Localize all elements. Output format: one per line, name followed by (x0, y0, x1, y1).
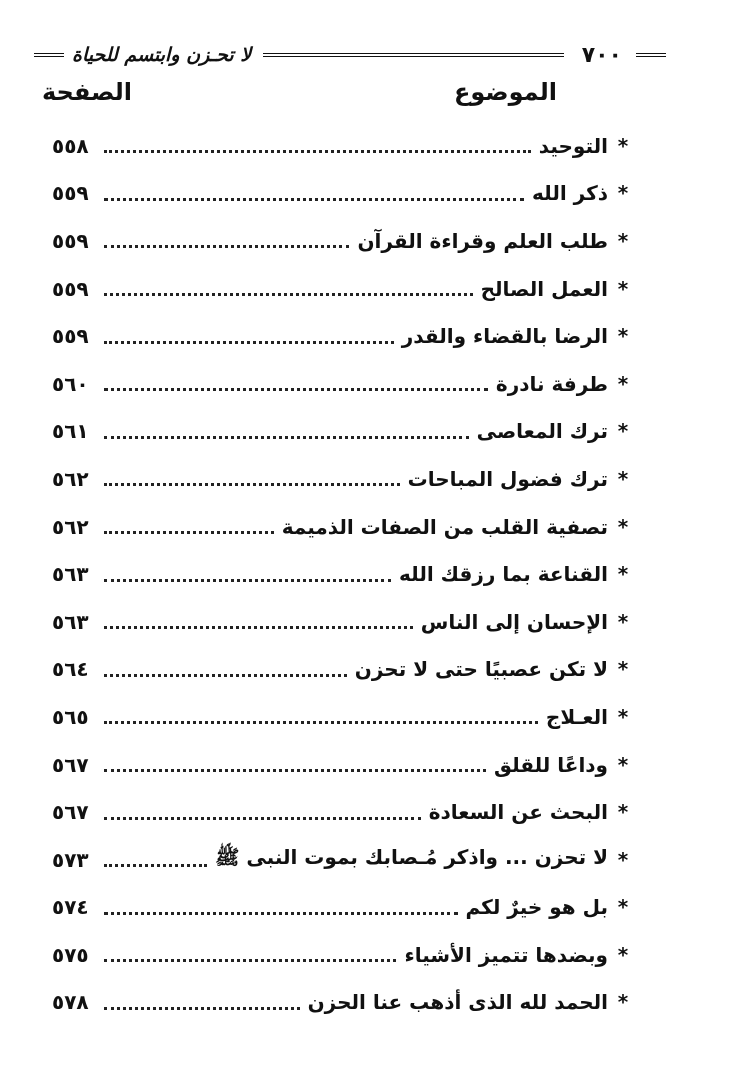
toc-entry-page: ٥٥٩ (52, 276, 89, 301)
column-heading-topic: الموضوع (453, 78, 557, 106)
asterisk-bullet-icon: * (617, 371, 629, 396)
toc-entry-page: ٥٦٧ (52, 800, 89, 825)
toc-entry-page: ٥٦٣ (52, 609, 89, 634)
dot-leader (104, 380, 488, 391)
toc-entry (52, 788, 632, 836)
asterisk-bullet-icon: * (617, 276, 629, 301)
toc-entry-page: ٥٦٣ (52, 562, 89, 587)
dot-leader (104, 285, 473, 296)
toc-entry (52, 693, 632, 741)
column-heading-page: الصفحة (42, 78, 133, 106)
asterisk-bullet-icon: * (617, 990, 629, 1015)
dot-leader (104, 809, 421, 820)
toc-entry (52, 312, 632, 360)
toc-entry-topic: تصفية القلب من الصفات الذميمة (281, 514, 608, 539)
dot-leader (104, 523, 274, 534)
header-rule-middle (263, 53, 564, 57)
dot-leader (104, 571, 391, 582)
asterisk-bullet-icon: * (617, 466, 629, 491)
toc-entry (52, 408, 632, 456)
asterisk-bullet-icon: * (617, 704, 629, 729)
toc-entry-topic: ترك المعاصى (476, 419, 608, 444)
toc-entry-page: ٥٧٣ (52, 847, 89, 872)
toc-entry (52, 503, 632, 551)
asterisk-bullet-icon: * (617, 514, 629, 539)
toc-entry-topic: لا تكن عصبيًا حتى لا تحزن (354, 657, 608, 682)
toc-entry-page: ٥٦٥ (52, 704, 89, 729)
asterisk-bullet-icon: * (617, 181, 629, 206)
toc-entry-page: ٥٥٩ (52, 181, 89, 206)
dot-leader (104, 333, 394, 344)
asterisk-bullet-icon: * (617, 324, 629, 349)
dot-leader (104, 999, 300, 1010)
toc-entry-page: ٥٦٧ (52, 752, 89, 777)
toc-entry (52, 646, 632, 694)
toc-entry (52, 170, 632, 218)
toc-entry-page: ٥٥٨ (52, 133, 89, 158)
toc-entry-page: ٥٦٠ (52, 371, 89, 396)
asterisk-bullet-icon: * (617, 752, 629, 777)
toc-entry-topic: وداعًا للقلق (494, 752, 608, 777)
toc-entry (52, 550, 632, 598)
toc-entry (52, 598, 632, 646)
toc-entry-topic: التوحيد (538, 133, 608, 158)
toc-entry-topic: العـلاج (545, 704, 608, 729)
toc-entry-topic: ترك فضول المباحات (407, 466, 608, 491)
toc-entry-topic: طلب العلم وقراءة القرآن (357, 228, 608, 253)
toc-entry (52, 122, 632, 170)
toc-entry-page: ٥٥٩ (52, 228, 89, 253)
toc-entry (52, 884, 632, 932)
toc-entry-topic: القناعة بما رزقك الله (399, 562, 608, 587)
toc-entry-page: ٥٦١ (52, 419, 89, 444)
dot-leader (104, 666, 347, 677)
asterisk-bullet-icon: * (617, 609, 629, 634)
toc-entry (52, 836, 632, 884)
running-header (30, 40, 670, 70)
toc-entry-topic: طرفة نادرة (495, 371, 608, 396)
toc-entry-topic: العمل الصالح (480, 276, 608, 301)
asterisk-bullet-icon: * (617, 419, 629, 444)
asterisk-bullet-icon: * (617, 657, 629, 682)
asterisk-bullet-icon: * (617, 847, 629, 872)
toc-entry-page: ٥٧٤ (52, 895, 89, 920)
toc-entry-page: ٥٦٢ (52, 466, 89, 491)
toc-entry (52, 741, 632, 789)
header-rule-left (34, 53, 64, 57)
dot-leader (104, 475, 400, 486)
toc-entry-page: ٥٥٩ (52, 324, 89, 349)
asterisk-bullet-icon: * (617, 133, 629, 158)
dot-leader (104, 190, 524, 201)
dot-leader (104, 237, 349, 248)
toc-entry-topic: وبضدها تتميز الأشياء (404, 942, 608, 967)
toc-entry (52, 217, 632, 265)
toc-entry (52, 455, 632, 503)
toc-entry-topic: بل هو خيرٌ لكم (465, 895, 608, 920)
header-page-number: ٧٠٠ (581, 42, 622, 68)
toc-entry (52, 265, 632, 313)
toc-entry-topic: الإحسان إلى الناس (420, 609, 608, 634)
toc-entry (52, 979, 632, 1027)
toc-entry (52, 360, 632, 408)
asterisk-bullet-icon: * (617, 800, 629, 825)
toc-entry-topic: ذكر الله (532, 181, 608, 206)
dot-leader (104, 904, 458, 915)
asterisk-bullet-icon: * (617, 228, 629, 253)
header-book-title: لا تحـزن وابتسم للحياة (72, 44, 252, 66)
dot-leader (104, 951, 396, 962)
toc-entry-page: ٥٧٨ (52, 990, 89, 1015)
toc-entry-topic: البحث عن السعادة (428, 800, 608, 825)
toc-entry-topic: الرضا بالقضاء والقدر (401, 324, 608, 349)
dot-leader (104, 428, 469, 439)
dot-leader (104, 142, 531, 153)
dot-leader (104, 856, 207, 867)
toc-entry-page: ٥٦٢ (52, 514, 89, 539)
toc-entry-page: ٥٧٥ (52, 942, 89, 967)
dot-leader (104, 761, 486, 772)
dot-leader (104, 713, 538, 724)
toc-entry-page: ٥٦٤ (52, 657, 89, 682)
dot-leader (104, 618, 413, 629)
table-of-contents (52, 122, 632, 1026)
asterisk-bullet-icon: * (617, 562, 629, 587)
toc-entry-topic: الحمد لله الذى أذهب عنا الحزن (307, 990, 608, 1015)
header-rule-right (636, 53, 666, 57)
toc-entry (52, 931, 632, 979)
toc-entry-topic: لا تحزن ... واذكر مُـصابك بموت النبى ﷺ (215, 845, 608, 870)
asterisk-bullet-icon: * (617, 942, 629, 967)
asterisk-bullet-icon: * (617, 895, 629, 920)
